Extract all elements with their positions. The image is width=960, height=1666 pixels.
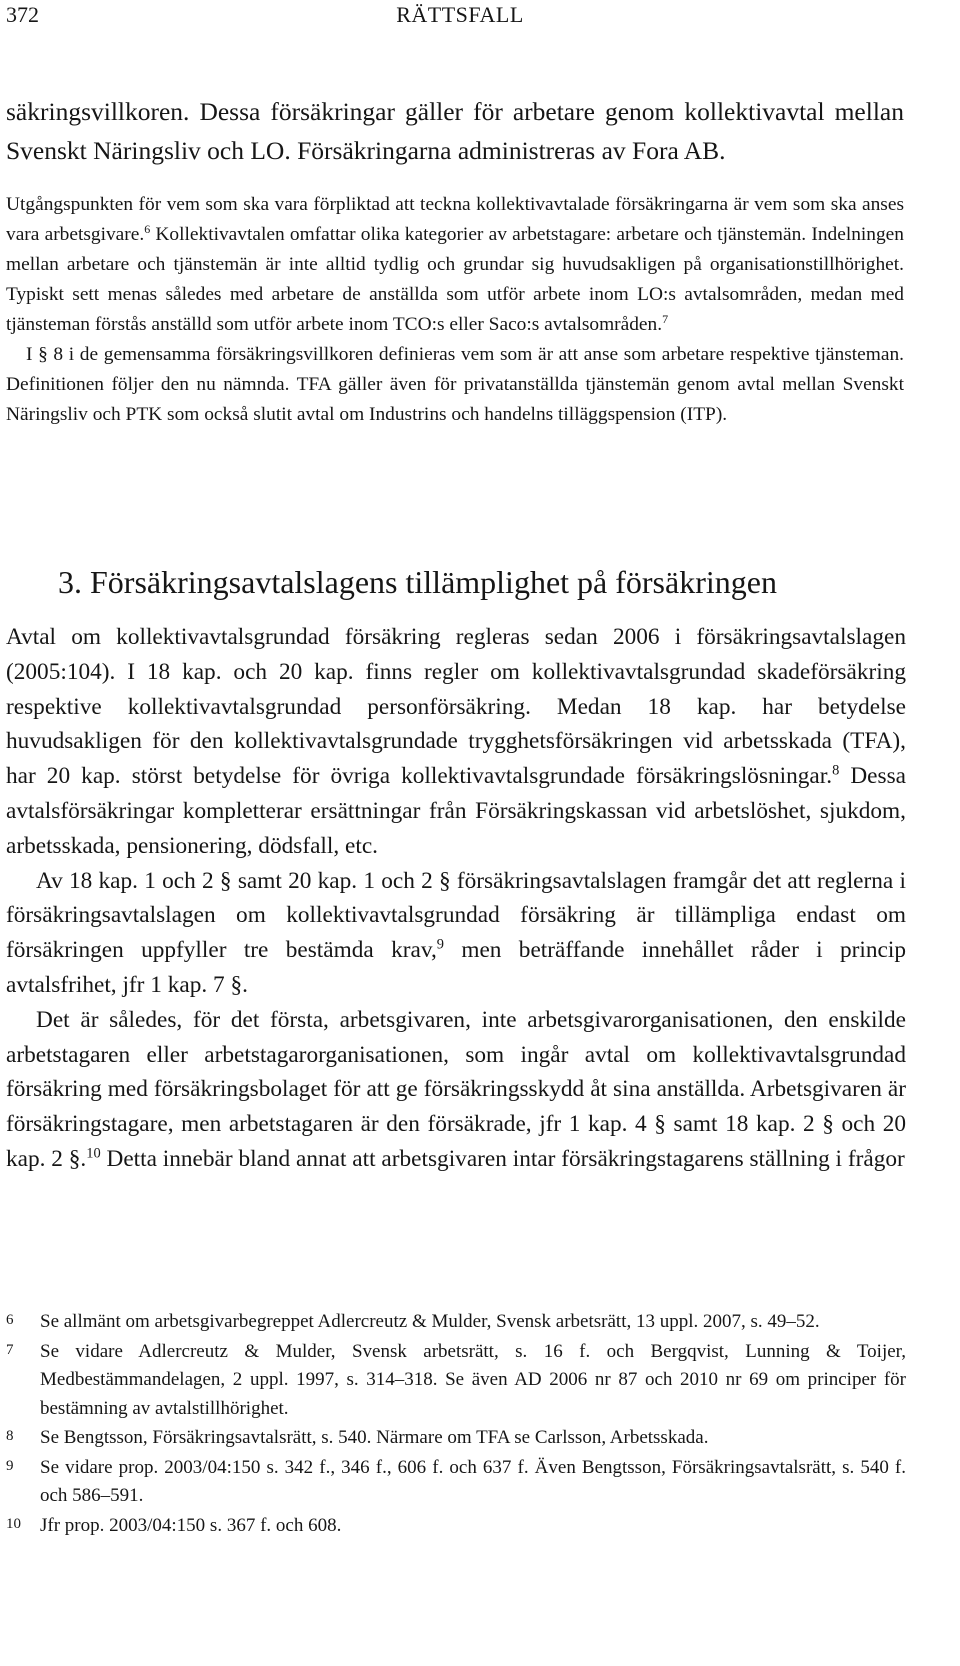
footnote-text: Se Bengtsson, Försäkringsavtalsrätt, s. 540. Närmare om TFA se Carlsson, Arbetsskada. [40, 1427, 709, 1448]
running-head [6, 2, 914, 30]
footnote-number: 6 [6, 1312, 14, 1328]
footnote-text: Se vidare prop. 2003/04:150 s. 342 f., 346 f., 606 f. och 637 f. Även Bengtsson, Försäkringsavtalsrätt, s. 540 f. och 586–591. [40, 1456, 906, 1506]
footnote-ref-10[interactable]: 10 [86, 1145, 101, 1162]
quote-text: Kollektivavtalen omfattar olika kategorier av arbetstagare: arbetare och tjänstemän. Indelningen mellan arbetare och tjänstemän är inte alltid tydlig och grundar sig huvudsakligen på organisationstillhörighet. Typiskt sett menas således med arbetare de anställda som utför arbete inom LO:s avtalsområden, medan med tjänsteman förstås anställd som utför arbete inom TCO:s eller Saco:s avtalsområden. [6, 224, 904, 335]
footnote [6, 1424, 906, 1453]
footnote-ref-8[interactable]: 8 [832, 762, 840, 779]
footnote-number: 10 [6, 1515, 21, 1532]
journal-title: RÄTTSFALL [396, 2, 524, 27]
body-text: Detta innebär bland annat att arbetsgivaren intar försäkringstagarens ställning i frågor [100, 1145, 905, 1172]
footnote [6, 1338, 906, 1424]
footnote-number: 7 [6, 1341, 14, 1358]
section-heading: 3. Försäkringsavtalslagens tillämplighet på försäkringen [58, 564, 777, 600]
footnote-ref-9[interactable]: 9 [436, 936, 444, 953]
quote-paragraph-2: I § 8 i de gemensamma försäkringsvillkoren definieras vem som är att anse som arbetare respektive tjänsteman. Definitionen följer den nu nämnda. TFA gäller även för privatanställda tjänstemän genom avtal mellan Svenskt Näringsliv och PTK som också slutit avtal om Industrins och handelns tilläggspension (ITP). [6, 344, 904, 425]
footnote-ref-6[interactable]: 6 [144, 221, 151, 236]
quote-lead-paragraph: säkringsvillkoren. Dessa försäkringar gäller för arbetare genom kollektivavtal mellan Svenskt Näringsliv och LO. Försäkringarna administreras av Fora AB. [6, 97, 904, 165]
body-text: Dessa avtalsförsäkringar kompletterar ersättningar från Försäkringskassan vid arbetslöshet, sjukdom, arbetsskada, pensionering, dödsfall, etc. [6, 763, 906, 859]
footnote [6, 1454, 906, 1511]
section-body [6, 620, 906, 1177]
body-paragraph-1 [6, 620, 906, 864]
footnote-number: 8 [6, 1428, 14, 1444]
quoted-passage-lead [6, 92, 904, 170]
footnote-ref-7[interactable]: 7 [662, 311, 669, 326]
body-text: Av 18 kap. 1 och 2 § samt 20 kap. 1 och 2 § försäkringsavtalslagen framgår det att reglerna i försäkringsavtalslagen om kollektivavtalsgrundad försäkring är tillämpliga endast om försäkringen uppfyller tre bestämda krav, [6, 867, 906, 964]
footnote-text: Se allmänt om arbetsgivarbegreppet Adlercreutz & Mulder, Svensk arbetsrätt, 13 uppl. 2007, s. 49–52. [40, 1311, 820, 1332]
body-paragraph-2 [6, 864, 906, 1003]
footnote [6, 1308, 906, 1337]
quote-paragraph-1 [6, 190, 904, 340]
body-text: Det är således, för det första, arbetsgivaren, inte arbetsgivarorganisationen, den enskilde arbetstagaren eller arbetstagarorganisationen, som ingår avtal om kollektivavtalsgrundad försäkring med försäkringsbolaget för att ge försäkringsskydd åt sina anställda. Arbetsgivaren är försäkringstagare, men arbetstagaren är den försäkrade, jfr 1 kap. 4 § samt 18 kap. 2 § och 20 kap. 2 §. [6, 1006, 906, 1172]
footnote-number: 9 [6, 1457, 14, 1474]
footnotes [6, 1308, 906, 1541]
body-text: men beträffande innehållet råder i princip avtalsfrihet, jfr 1 kap. 7 §. [6, 937, 906, 998]
footnote-text: Se vidare Adlercreutz & Mulder, Svensk arbetsrätt, s. 16 f. och Bergqvist, Lunning & Toijer, Medbestämmandelagen, 2 uppl. 1997, s. 314–318. Se även AD 2006 nr 87 och 2010 nr 69 om principer för bestämning av avtalstillhörighet. [40, 1340, 906, 1419]
quote-text: Utgångspunkten för vem som ska vara förpliktad att teckna kollektivavtalade försäkringarna är vem som ska anses vara arbetsgivare. [6, 194, 904, 245]
footnote-text: Jfr prop. 2003/04:150 s. 367 f. och 608. [40, 1514, 342, 1536]
footnote [6, 1512, 906, 1541]
page-number: 372 [6, 2, 39, 27]
quoted-passage [6, 190, 904, 430]
body-paragraph-3 [6, 1003, 906, 1177]
body-text: Avtal om kollektivavtalsgrundad försäkring regleras sedan 2006 i försäkringsavtalslagen (2005:104). I 18 kap. och 20 kap. finns regler om kollektivavtalsgrundad skadeförsäkring respektive kollektivavtalsgrundad personförsäkring. Medan 18 kap. har betydelse huvudsakligen för den kollektivavtalsgrundade trygghetsförsäkringen vid arbetsskada (TFA), har 20 kap. störst betydelse för övriga kollektivavtalsgrundade försäkringslösningar. [6, 624, 906, 790]
